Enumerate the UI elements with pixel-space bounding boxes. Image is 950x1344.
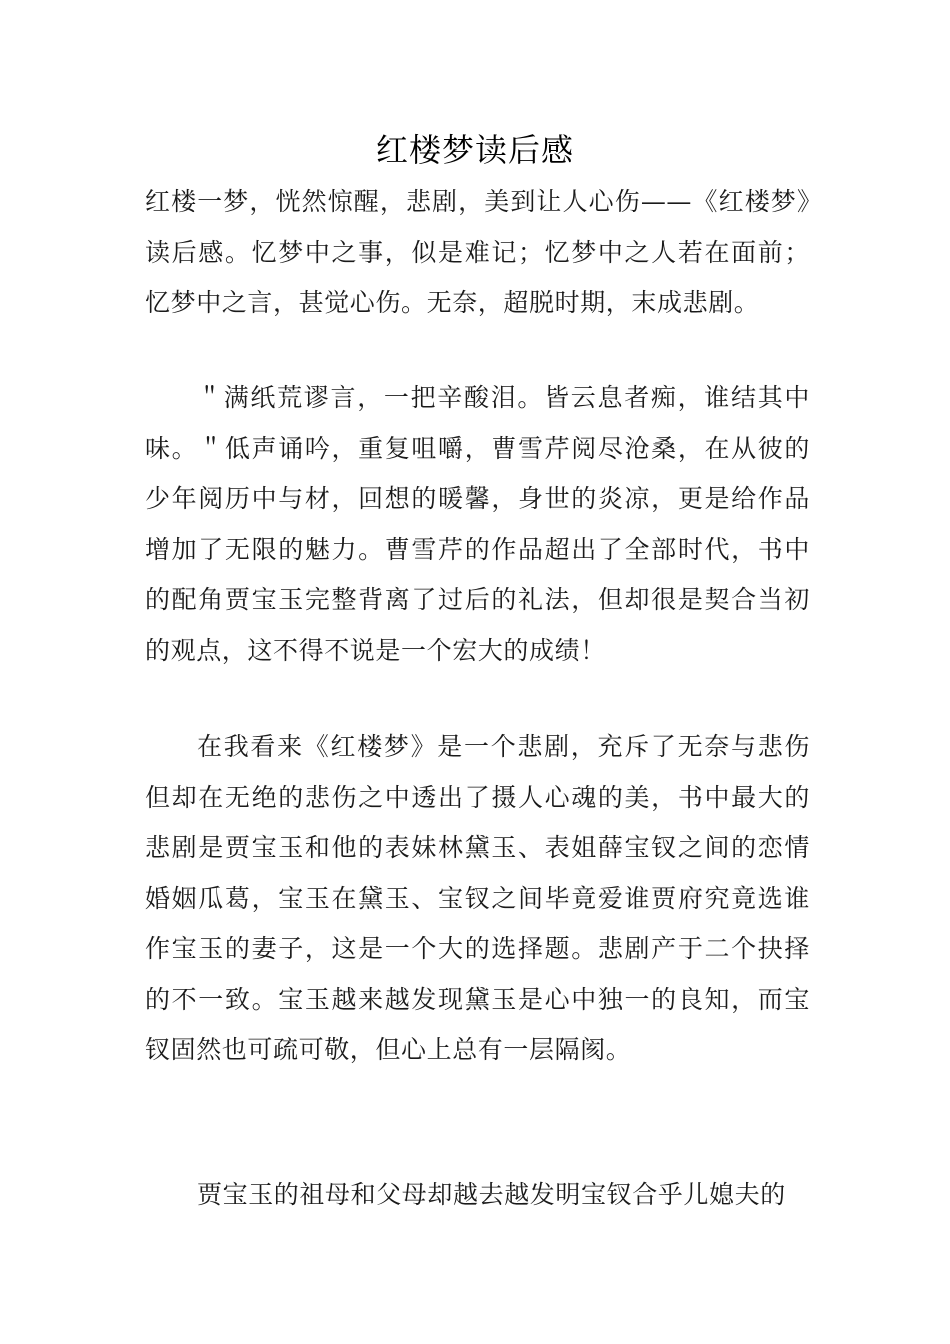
paragraph-1: 红楼一梦，恍然惊醒，悲剧，美到让人心伤——《红楼梦》读后感。忆梦中之事，似是难记；忆梦中之人若在面前；忆梦中之言，甚觉心伤。无奈，超脱时期，末成悲剧。	[145, 187, 810, 317]
paragraph-3: 在我看来《红楼梦》是一个悲剧，充斥了无奈与悲伤但却在无绝的悲伤之中透出了摄人心魂的美，书中最大的悲剧是贾宝玉和他的表妹林黛玉、表姐薛宝钗之间的恋情婚姻瓜葛，宝玉在黛玉、宝钗之间毕竟爱谁贾府究竟选谁作宝玉的妻子，这是一个大的选择题。悲剧产于二个抉择的不一致。宝玉越来越发现黛玉是心中独一的良知，而宝钗固然也可疏可敬，但心上总有一层隔阂。	[145, 732, 810, 1064]
paragraph-4: 贾宝玉的祖母和父母却越去越发明宝钗合乎儿媳夫的	[197, 1180, 786, 1209]
paragraph-2: ＂满纸荒谬言，一把辛酸泪。皆云息者痴，谁结其中味。＂低声诵吟，重复咀嚼，曹雪芹阅尽沧桑，在从彼的少年阅历中与材，回想的暖馨，身世的炎凉，更是给作品增加了无限的魅力。曹雪芹的作品超出了全部时代，书中的配角贾宝玉完整背离了过后的礼法，但却很是契合当初的观点，这不得不说是一个宏大的成绩！	[145, 383, 810, 665]
page-title: 红楼梦读后感	[375, 131, 574, 169]
